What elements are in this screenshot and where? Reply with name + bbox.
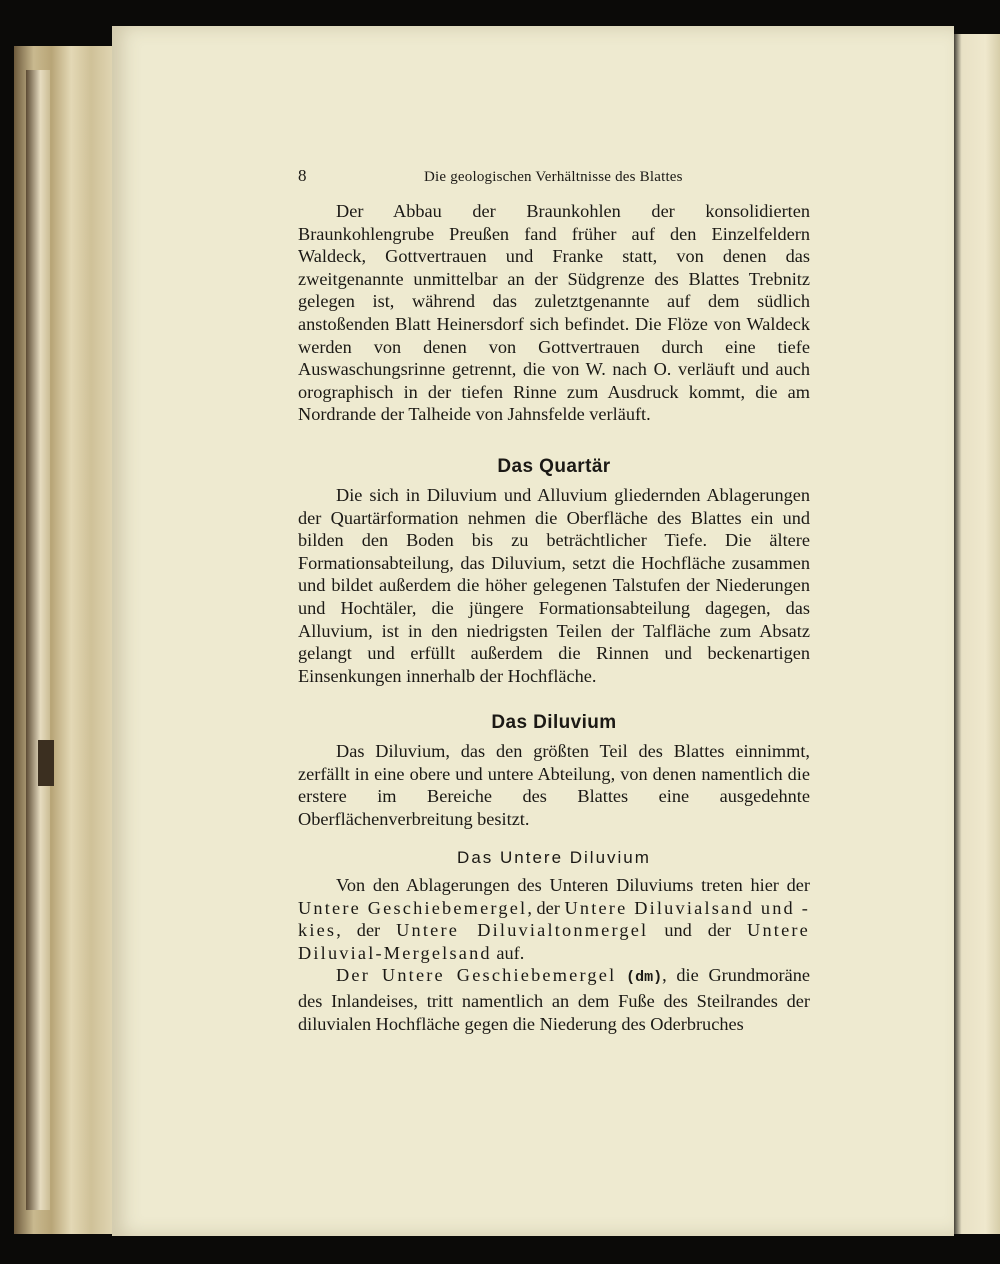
map-symbol-dm: (dm) [626,969,663,987]
unteres-diluvium-text [298,874,810,1035]
intro-paragraph: Der Abbau der Braunkohlen der konsolidierten Braunkohlengrube Preußen fand früher auf den Einzelfeldern Waldeck, Gottvertrauen und Franke statt, von denen das zweitgenannte unmittelbar an der Südgrenze des Blattes Trebnitz gelegen ist, während das zuletztgenannte auf dem südlich anstoßenden Blatt Heinersdorf sich befindet. Die Flöze von Waldeck werden von denen von Gottvertrauen durch eine tiefe Auswaschungsrinne getrennt, die von W. nach O. verläuft und auch orographisch in der tiefen Rinne zum Ausdruck kommt, die am Nordrande der Talheide von Jahnsfelde verläuft. [298,201,810,425]
heading-unteres-diluvium: Das Untere Diluvium [457,848,651,867]
unteres-diluvium-paragraph-1 [298,874,810,964]
diluvium-paragraph: Das Diluvium, das den größten Teil des Blattes einnimmt, zerfällt in eine obere und untere Abteilung, von denen namentlich die erstere im Bereiche des Blattes eine ausgedehnte Oberflächenverbreitung besitzt. [298,741,810,829]
quartaer-text [298,484,810,687]
term-geschiebemergel: Untere Geschiebemergel [298,897,528,918]
facing-page-edge [952,34,1000,1234]
p1-sep-3: und der [648,920,748,941]
p2-rest: , die Grundmoräne des Inlandeises, tritt namentlich an dem Fuße des Steilrandes der diluvialen Hochfläche gegen die Niederung des Oderbruches [298,965,810,1034]
heading-diluvium: Das Diluvium [491,712,617,733]
bookmark-tab [38,740,54,786]
term-diluvialsand: Untere Diluvialsand und -kies [298,897,810,941]
running-title: Die geologischen Verhältnisse des Blattes [424,169,683,185]
p1-sep-2: , der [336,920,397,941]
intro-text [298,200,810,426]
p1-start: Von den Ablagerungen des Unteren Diluviums treten hier der [336,875,810,895]
book-page-edges [26,70,50,1210]
heading-quartaer: Das Quartär [497,456,611,477]
diluvium-text [298,740,810,830]
term-mergelsand: Untere Diluvial-Mergelsand [298,920,810,963]
page-number: 8 [298,166,307,185]
term-diluvialtonmergel: Untere Diluvialtonmergel [396,920,649,941]
p1-end: auf. [491,942,525,963]
unteres-diluvium-paragraph-2 [298,964,810,1035]
quartaer-paragraph: Die sich in Diluvium und Alluvium gliedernden Ablagerungen der Quartärformation nehmen die Oberfläche des Blattes ein und bilden den Boden bis zu beträchtlicher Tiefe. Die ältere Formationsabteilung, das Diluvium, setzt die Hochfläche zusammen und bildet außerdem die höher gelegenen Talstufen der Niederungen und Hochtäler, die jüngere Formationsabteilung dagegen, das Alluvium, ist in den niedrigsten Teilen der Talfläche zum Absatz gelangt und erfüllt außerdem die Rinnen und beckenartigen Einsenkungen innerhalb der Hochfläche. [298,485,810,686]
running-head [298,166,698,190]
term-unterer-geschiebemergel: Der Untere Geschiebemergel [336,965,617,986]
p1-sep-1: , der [527,897,565,918]
